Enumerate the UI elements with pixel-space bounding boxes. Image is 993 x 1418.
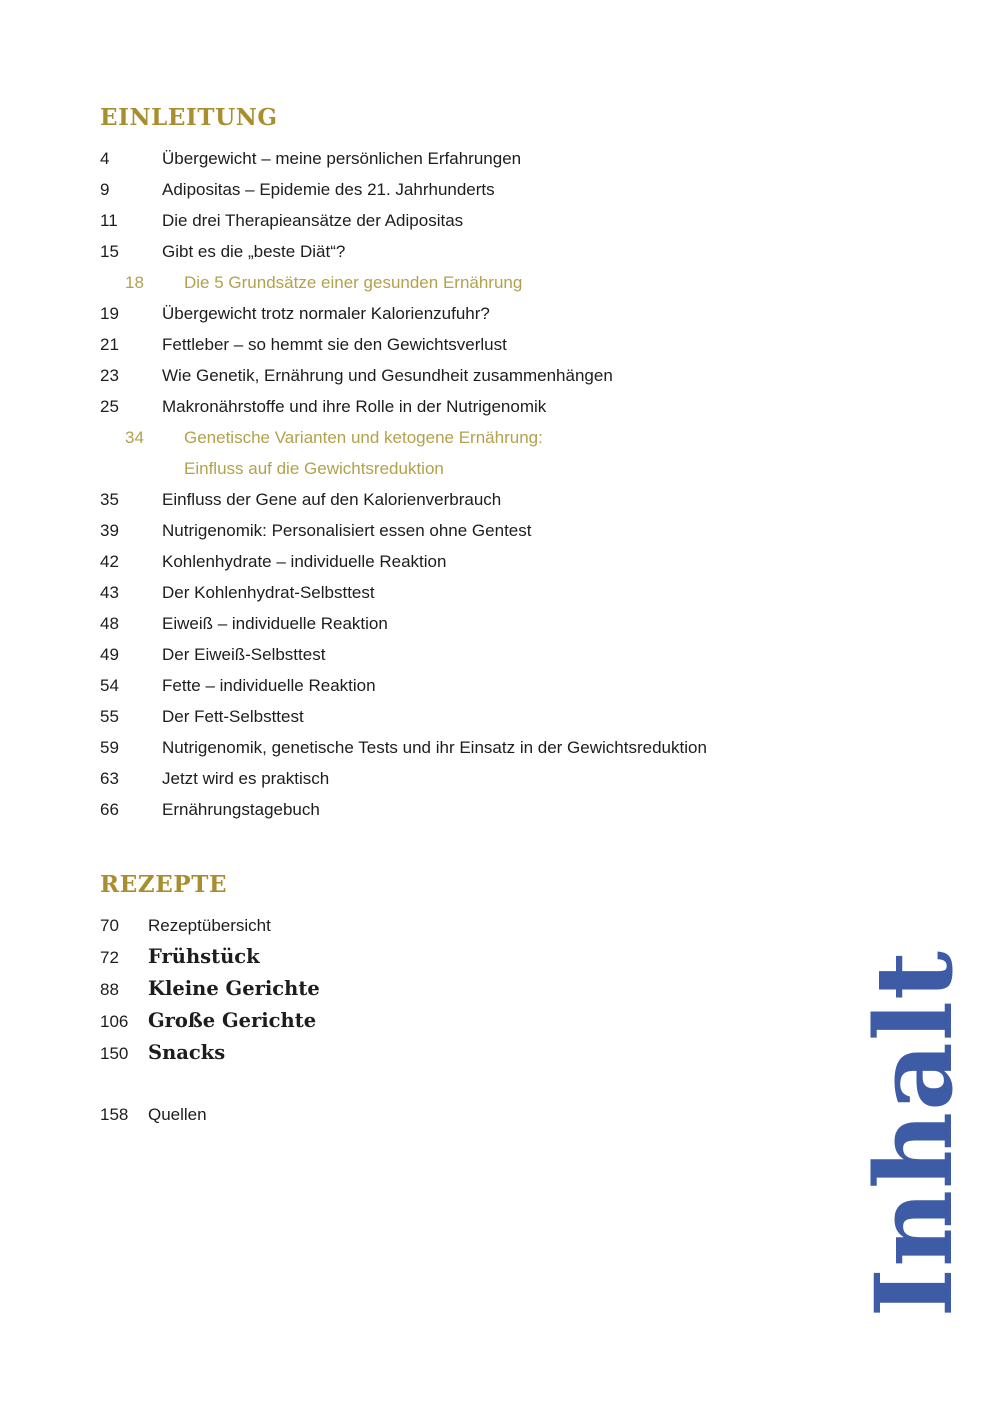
- toc-entry: [100, 701, 933, 732]
- toc-entry-list: [100, 143, 933, 825]
- entry-title: Fette – individuelle Reaktion: [162, 676, 376, 695]
- spine-label-inhalt: Inhalt: [851, 950, 976, 1318]
- page-number: 15: [100, 242, 119, 261]
- entry-title: Einfluss der Gene auf den Kalorienverbrauch: [162, 490, 502, 509]
- entry-title: Übergewicht – meine persönlichen Erfahrungen: [162, 149, 522, 168]
- toc-entry: [100, 1099, 933, 1130]
- entry-title: Einfluss auf die Gewichtsreduktion: [184, 459, 444, 478]
- toc-entry: [100, 391, 933, 422]
- page-number: 43: [100, 583, 119, 602]
- toc-entry: [100, 763, 933, 794]
- entry-title: Jetzt wird es praktisch: [162, 769, 330, 788]
- page-number: 88: [100, 980, 119, 999]
- entry-title: Makronährstoffe und ihre Rolle in der Nutrigenomik: [162, 397, 547, 416]
- toc-entry: [100, 1005, 933, 1037]
- toc-entry: [100, 941, 933, 973]
- toc-entry: [100, 670, 933, 701]
- entry-title: Kohlenhydrate – individuelle Reaktion: [162, 552, 447, 571]
- entry-title: Die 5 Grundsätze einer gesunden Ernährung: [184, 273, 523, 292]
- page-number: 55: [100, 707, 119, 726]
- page-number: 34: [125, 428, 144, 447]
- entry-title: Genetische Varianten und ketogene Ernährung:: [184, 428, 543, 447]
- toc-entry: [100, 298, 933, 329]
- entry-title: Übergewicht trotz normaler Kalorienzufuhr?: [162, 304, 490, 323]
- page-number: 39: [100, 521, 119, 540]
- toc-section-einleitung: [100, 104, 933, 825]
- toc-entry: [100, 484, 933, 515]
- toc-entry: [100, 1037, 933, 1069]
- page-number: 11: [100, 211, 118, 230]
- entry-title: Fettleber – so hemmt sie den Gewichtsverlust: [162, 335, 507, 354]
- entry-title: Snacks: [148, 1041, 226, 1064]
- entry-title: Quellen: [148, 1105, 207, 1124]
- section-heading: EINLEITUNG: [100, 104, 278, 131]
- entry-title: Adipositas – Epidemie des 21. Jahrhunderts: [162, 180, 495, 199]
- page-number: 19: [100, 304, 119, 323]
- entry-title: Der Fett-Selbsttest: [162, 707, 304, 726]
- page-number: 63: [100, 769, 119, 788]
- page-number: 106: [100, 1012, 129, 1031]
- page-number: 66: [100, 800, 119, 819]
- entry-title: Frühstück: [148, 945, 260, 968]
- table-of-contents: [100, 104, 933, 1130]
- toc-entry: [100, 732, 933, 763]
- page-number: 25: [100, 397, 119, 416]
- toc-entry: [100, 608, 933, 639]
- page-number: 49: [100, 645, 119, 664]
- toc-section-rezepte: [100, 871, 933, 1130]
- page-number: 42: [100, 552, 119, 571]
- entry-title: Eiweiß – individuelle Reaktion: [162, 614, 388, 633]
- toc-entry: [100, 910, 933, 941]
- entry-title: Kleine Gerichte: [148, 977, 320, 1000]
- entry-title: Große Gerichte: [148, 1009, 317, 1032]
- toc-entry: [100, 577, 933, 608]
- entry-title: Ernährungstagebuch: [162, 800, 320, 819]
- page-number: 21: [100, 335, 119, 354]
- toc-entry: [100, 205, 933, 236]
- toc-entry: [100, 639, 933, 670]
- toc-entry: [125, 422, 933, 453]
- entry-title: Nutrigenomik: Personalisiert essen ohne Gentest: [162, 521, 532, 540]
- page-number: 72: [100, 948, 119, 967]
- page-number: 4: [100, 149, 110, 168]
- section-heading: REZEPTE: [100, 871, 228, 898]
- toc-entry: [100, 236, 933, 267]
- page-number: 158: [100, 1105, 129, 1124]
- toc-entry: [100, 515, 933, 546]
- entry-title: Die drei Therapieansätze der Adipositas: [162, 211, 464, 230]
- page-number: 48: [100, 614, 119, 633]
- entry-title: Wie Genetik, Ernährung und Gesundheit zusammenhängen: [162, 366, 613, 385]
- toc-entry: [100, 973, 933, 1005]
- entry-title: Rezeptübersicht: [148, 916, 271, 935]
- page-number: 150: [100, 1044, 129, 1063]
- toc-entry-list: [100, 910, 933, 1130]
- entry-title: Gibt es die „beste Diät“?: [162, 242, 346, 261]
- page-number: 70: [100, 916, 119, 935]
- toc-entry: [100, 329, 933, 360]
- page-number: 9: [100, 180, 110, 199]
- page-number: 59: [100, 738, 119, 757]
- toc-entry: [100, 360, 933, 391]
- toc-entry: [125, 267, 933, 298]
- toc-entry: [100, 174, 933, 205]
- page-number: 54: [100, 676, 119, 695]
- page-number: 18: [125, 273, 144, 292]
- toc-entry: [125, 453, 933, 484]
- toc-entry: [100, 143, 933, 174]
- page-number: 23: [100, 366, 119, 385]
- page-number: 35: [100, 490, 119, 509]
- entry-title: Nutrigenomik, genetische Tests und ihr Einsatz in der Gewichtsreduktion: [162, 738, 707, 757]
- entry-title: Der Eiweiß-Selbsttest: [162, 645, 326, 664]
- toc-entry: [100, 794, 933, 825]
- toc-entry: [100, 546, 933, 577]
- entry-title: Der Kohlenhydrat-Selbsttest: [162, 583, 375, 602]
